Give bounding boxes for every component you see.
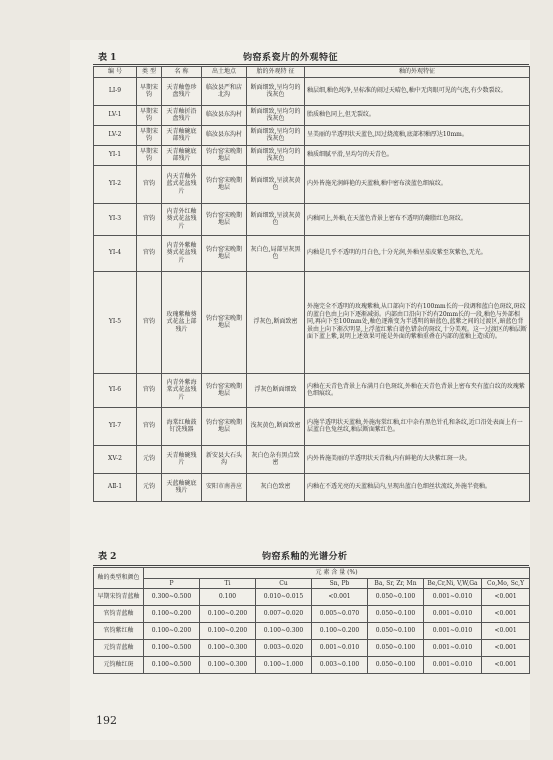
table1-cell-type: 官钧 (137, 235, 162, 271)
table2-cell: 0.050~0.100 (368, 640, 424, 657)
table1-cell-body: 浮灰色,断面致密 (247, 271, 305, 373)
table2 (93, 567, 530, 674)
table1-cell-site: 钧台窑宋晚期地层 (202, 271, 247, 373)
table1-cell-no: AⅡ-1 (94, 473, 137, 501)
table1-header-site: 出土地点 (202, 67, 247, 78)
table1-row (94, 203, 530, 235)
table1-cell-no: YI-3 (94, 203, 137, 235)
table1-cell-no: LI-9 (94, 77, 137, 105)
table2-cell: <0.001 (482, 606, 530, 623)
table2-group-row (94, 568, 530, 579)
table1-cell-name: 天青釉碗残片 (162, 445, 202, 473)
table1-cell-site: 钧台窑宋晚期地层 (202, 145, 247, 165)
table1-cell-type: 官钧 (137, 271, 162, 373)
page-number: 192 (96, 714, 117, 727)
table1-cell-no: YI-1 (94, 145, 137, 165)
table2-row (94, 657, 530, 674)
table1-row (94, 235, 530, 271)
table1-row (94, 145, 530, 165)
table2-caption: 表 2 (98, 552, 117, 562)
table1-cell-glaze: 内施半透明状天蓝釉,外施海棠红釉,红中杂有黑色针孔和条纹,近口沿处表面上有一层蓝白色兔丝纹,釉层断面紫红色。 (305, 407, 530, 445)
table2-group-header: 元 素 含 量 (%) (144, 568, 530, 579)
table2-cell: 0.100~0.300 (200, 657, 256, 674)
table2-cell: 0.001~0.010 (424, 640, 482, 657)
table1-cell-no: YI-6 (94, 373, 137, 407)
table1-cell-body: 浮灰色断面细致 (247, 373, 305, 407)
table1-cell-site: 钧台窑宋晚期地层 (202, 407, 247, 445)
table2-cell: 0.001~0.010 (424, 657, 482, 674)
table1-cell-body: 断面细致,呈淡灰黄色 (247, 165, 305, 203)
table2-column-header: Ba, Sr, Zr, Mn (368, 578, 424, 589)
table1-cell-name: 内青外紫釉葵式花盆残片 (162, 235, 202, 271)
table1-cell-no: YI-7 (94, 407, 137, 445)
table2-title: 钧窑系釉的光谱分析 (262, 552, 348, 562)
table1-cell-body: 断面细致,呈均匀的浅灰色 (247, 105, 305, 125)
table1-row (94, 473, 530, 501)
table1-cell-glaze: 内釉是几乎不透明的月白色,十分光润,外釉呈茄皮紫至灰紫色,无光。 (305, 235, 530, 271)
table2-cell: 0.100~0.300 (200, 640, 256, 657)
table2-cell: 0.100~0.200 (200, 623, 256, 640)
table1-cell-name: 天蓝釉碗底残片 (162, 473, 202, 501)
table1-cell-type: 官钧 (137, 373, 162, 407)
table2-cell: <0.001 (482, 657, 530, 674)
table1-cell-glaze: 内外皆施光润鲜艳的天蓝釉,釉中密布淡蓝色细痕纹。 (305, 165, 530, 203)
table1-cell-type: 元钧 (137, 445, 162, 473)
table1-cell-no: YI-4 (94, 235, 137, 271)
table1-row (94, 271, 530, 373)
table2-column-header: Sn, Pb (312, 578, 368, 589)
table2-cell: 0.050~0.100 (368, 657, 424, 674)
table2-cell: 0.100~0.200 (144, 623, 200, 640)
table2-row-label: 元钧釉红斑 (94, 657, 144, 674)
table1-cell-name: 天青釉碗底部残片 (162, 125, 202, 145)
table1 (93, 66, 530, 502)
table1-cell-body: 断面细致,呈均匀的浅灰色 (247, 145, 305, 165)
table1-cell-site: 钧台窑宋晚期地层 (202, 373, 247, 407)
table1-cell-type: 官钧 (137, 407, 162, 445)
table2-cell: 0.007~0.020 (256, 606, 312, 623)
table1-cell-site: 钧台窑宋晚期地层 (202, 165, 247, 203)
table2-cell: 0.001~0.010 (424, 623, 482, 640)
table1-cell-type: 早期宋钧 (137, 125, 162, 145)
table1-cell-name: 海棠红釉鼓钉洗残器 (162, 407, 202, 445)
table1-cell-glaze: 内外皆施美丽的半透明状天青釉,内有鲜艳的大块紫红斑一块。 (305, 445, 530, 473)
table1-header-row (94, 67, 530, 78)
table1-cell-glaze: 釉层细,釉色纯净,呈标准的闹过天晴色,釉中无肉眼可见的气泡,有少数裂纹。 (305, 77, 530, 105)
table1-row (94, 125, 530, 145)
table1-cell-site: 临汝县东沟村 (202, 105, 247, 125)
table2-column-header: Be,Cr,Ni, V,W,Ga (424, 578, 482, 589)
table2-column-row (94, 578, 530, 589)
table1-cell-type: 元钧 (137, 473, 162, 501)
table1-cell-type: 早期宋钧 (137, 77, 162, 105)
table1-cell-body: 灰白色致密 (247, 473, 305, 501)
table1-cell-site: 临汝县东沟村 (202, 125, 247, 145)
table2-column-header: Co,Mo, Sc,Y (482, 578, 530, 589)
table2-column-header: Cu (256, 578, 312, 589)
table2-row-header: 釉的类型和颜色 (94, 568, 144, 589)
table2-cell: 0.001~0.010 (312, 640, 368, 657)
table1-cell-glaze: 内釉在天青色背景上布满月白色斑纹,外釉在天青色背景上密布夹有蓝白纹的玫瑰紫色细痕纹。 (305, 373, 530, 407)
table1-header-name: 名 称 (162, 67, 202, 78)
table1-cell-name: 天青釉鲁珍盘残片 (162, 77, 202, 105)
table1-cell-site: 临汝县严和店北沟 (202, 77, 247, 105)
table1-cell-no: YI-5 (94, 271, 137, 373)
table2-row (94, 623, 530, 640)
table2-cell: 0.300~0.500 (144, 589, 200, 606)
table2-row (94, 589, 530, 606)
table2-row (94, 606, 530, 623)
table1-cell-site: 新安县大石头沟 (202, 445, 247, 473)
table2-cell: 0.050~0.100 (368, 623, 424, 640)
table2-row-label: 早期宋钧青蓝釉 (94, 589, 144, 606)
table1-header-type: 类 型 (137, 67, 162, 78)
table1-cell-glaze: 釉质细腻平滑,呈均匀的天青色。 (305, 145, 530, 165)
table2-cell: 0.010~0.015 (256, 589, 312, 606)
table1-cell-type: 官钧 (137, 203, 162, 235)
table2-cell: 0.001~0.010 (424, 606, 482, 623)
table1-cell-glaze: 外施完全不透明的玫瑰紫釉,从口部向下约有100mm长的一段调和蓝白色斑纹,斑纹的蓝白色由上向下逐渐减弱。内部由口沿向下约有20mm长的一段,釉色与外部相同,再向下至100mm处,釉色逐渐变为半透明的暗蓝色,蓝紫之间的过渡区,暗蓝色背景由上向下渐次明显,上浮蓝红紫白谱色错杂的斑纹,十分美观。这一过渡区的釉层断面下蓝上紫,说明上述效果可能是外面的紫釉重叠在内部的蓝釉上造成的。 (305, 271, 530, 373)
table1-cell-site: 安阳市南善应 (202, 473, 247, 501)
table1-cell-name: 内青外紫海棠式花盆残片 (162, 373, 202, 407)
table2-cell: 0.100~0.300 (256, 623, 312, 640)
table2-cell: 0.100~1.000 (256, 657, 312, 674)
table1-header-no: 编 号 (94, 67, 137, 78)
table1-cell-body: 灰白色,局部呈灰黑色 (247, 235, 305, 271)
table2-row-label: 官钧青蓝釉 (94, 606, 144, 623)
table1-cell-type: 早期宋钧 (137, 145, 162, 165)
table1-cell-no: LV-2 (94, 125, 137, 145)
table2-cell: 0.005~0.070 (312, 606, 368, 623)
table1-cell-no: LV-1 (94, 105, 137, 125)
table1-cell-no: XV-2 (94, 445, 137, 473)
table1-cell-site: 钧台窑宋晚期地层 (202, 235, 247, 271)
table2-column-header: P (144, 578, 200, 589)
table2-cell: 0.001~0.010 (424, 589, 482, 606)
table1-header-body: 胎的外观特 征 (247, 67, 305, 78)
table2-cell: 0.100~0.200 (200, 606, 256, 623)
table1-cell-body: 浅灰黄色,断面致密 (247, 407, 305, 445)
table2-row (94, 640, 530, 657)
table2-cell: <0.001 (312, 589, 368, 606)
table1-row (94, 445, 530, 473)
table1-row (94, 165, 530, 203)
table1-row (94, 373, 530, 407)
table1-cell-body: 断面细致,呈淡灰黄色 (247, 203, 305, 235)
table1-row (94, 105, 530, 125)
table2-cell: 0.100 (200, 589, 256, 606)
table2-cell: <0.001 (482, 589, 530, 606)
table1-cell-glaze: 内釉同上,外釉,在天蓝色背景上密布不透明的翻脂红色斑纹。 (305, 203, 530, 235)
table1-cell-type: 早期宋钧 (137, 105, 162, 125)
table1-cell-body: 断面细致,呈均匀的浅灰色 (247, 77, 305, 105)
table2-row-label: 元钧青蓝釉 (94, 640, 144, 657)
table2-row-label: 官钧紫红釉 (94, 623, 144, 640)
table1-cell-name: 天青釉碗底部残片 (162, 145, 202, 165)
table1-row (94, 407, 530, 445)
table1-cell-name: 内青外红釉葵式花盆残片 (162, 203, 202, 235)
table2-cell: 0.003~0.100 (312, 657, 368, 674)
table1-cell-site: 钧台窑宋晚期地层 (202, 203, 247, 235)
table2-cell: 0.050~0.100 (368, 589, 424, 606)
table2-cell: 0.003~0.020 (256, 640, 312, 657)
table2-column-header: Ti (200, 578, 256, 589)
table1-cell-name: 内天青釉外蓝式花盆残片 (162, 165, 202, 203)
table1-cell-name: 玫瑰紫釉葵式花盆上部残片 (162, 271, 202, 373)
table1-cell-type: 官钧 (137, 165, 162, 203)
table1-title: 钧窑系瓷片的外观特征 (243, 53, 339, 63)
table1-cell-no: YI-2 (94, 165, 137, 203)
table2-cell: <0.001 (482, 623, 530, 640)
table2-cell: 0.100~0.200 (312, 623, 368, 640)
table2-cell: 0.100~0.500 (144, 657, 200, 674)
table1-cell-glaze: 内釉在不透光亮的天蓝釉层内,呈现出蓝白色细丝状流纹,外施半瓷釉。 (305, 473, 530, 501)
table1-header-glaze: 釉的外观特征 (305, 67, 530, 78)
table2-cell: 0.100~0.200 (144, 606, 200, 623)
table2-cell: <0.001 (482, 640, 530, 657)
table1-cell-glaze: 胎质釉色同上,但无裂纹。 (305, 105, 530, 125)
table1-caption: 表 1 (98, 53, 117, 63)
table1-cell-name: 天青釉折沿盘残片 (162, 105, 202, 125)
table1-cell-glaze: 呈美丽的半透明状天蓝色,因过烧流釉,底部积釉厚达10mm。 (305, 125, 530, 145)
table2-cell: 0.100~0.500 (144, 640, 200, 657)
table1-cell-body: 灰白色杂有黑点致密 (247, 445, 305, 473)
table1-cell-body: 断面细致,呈均匀的浅灰色 (247, 125, 305, 145)
table1-row (94, 77, 530, 105)
table2-cell: 0.050~0.100 (368, 606, 424, 623)
